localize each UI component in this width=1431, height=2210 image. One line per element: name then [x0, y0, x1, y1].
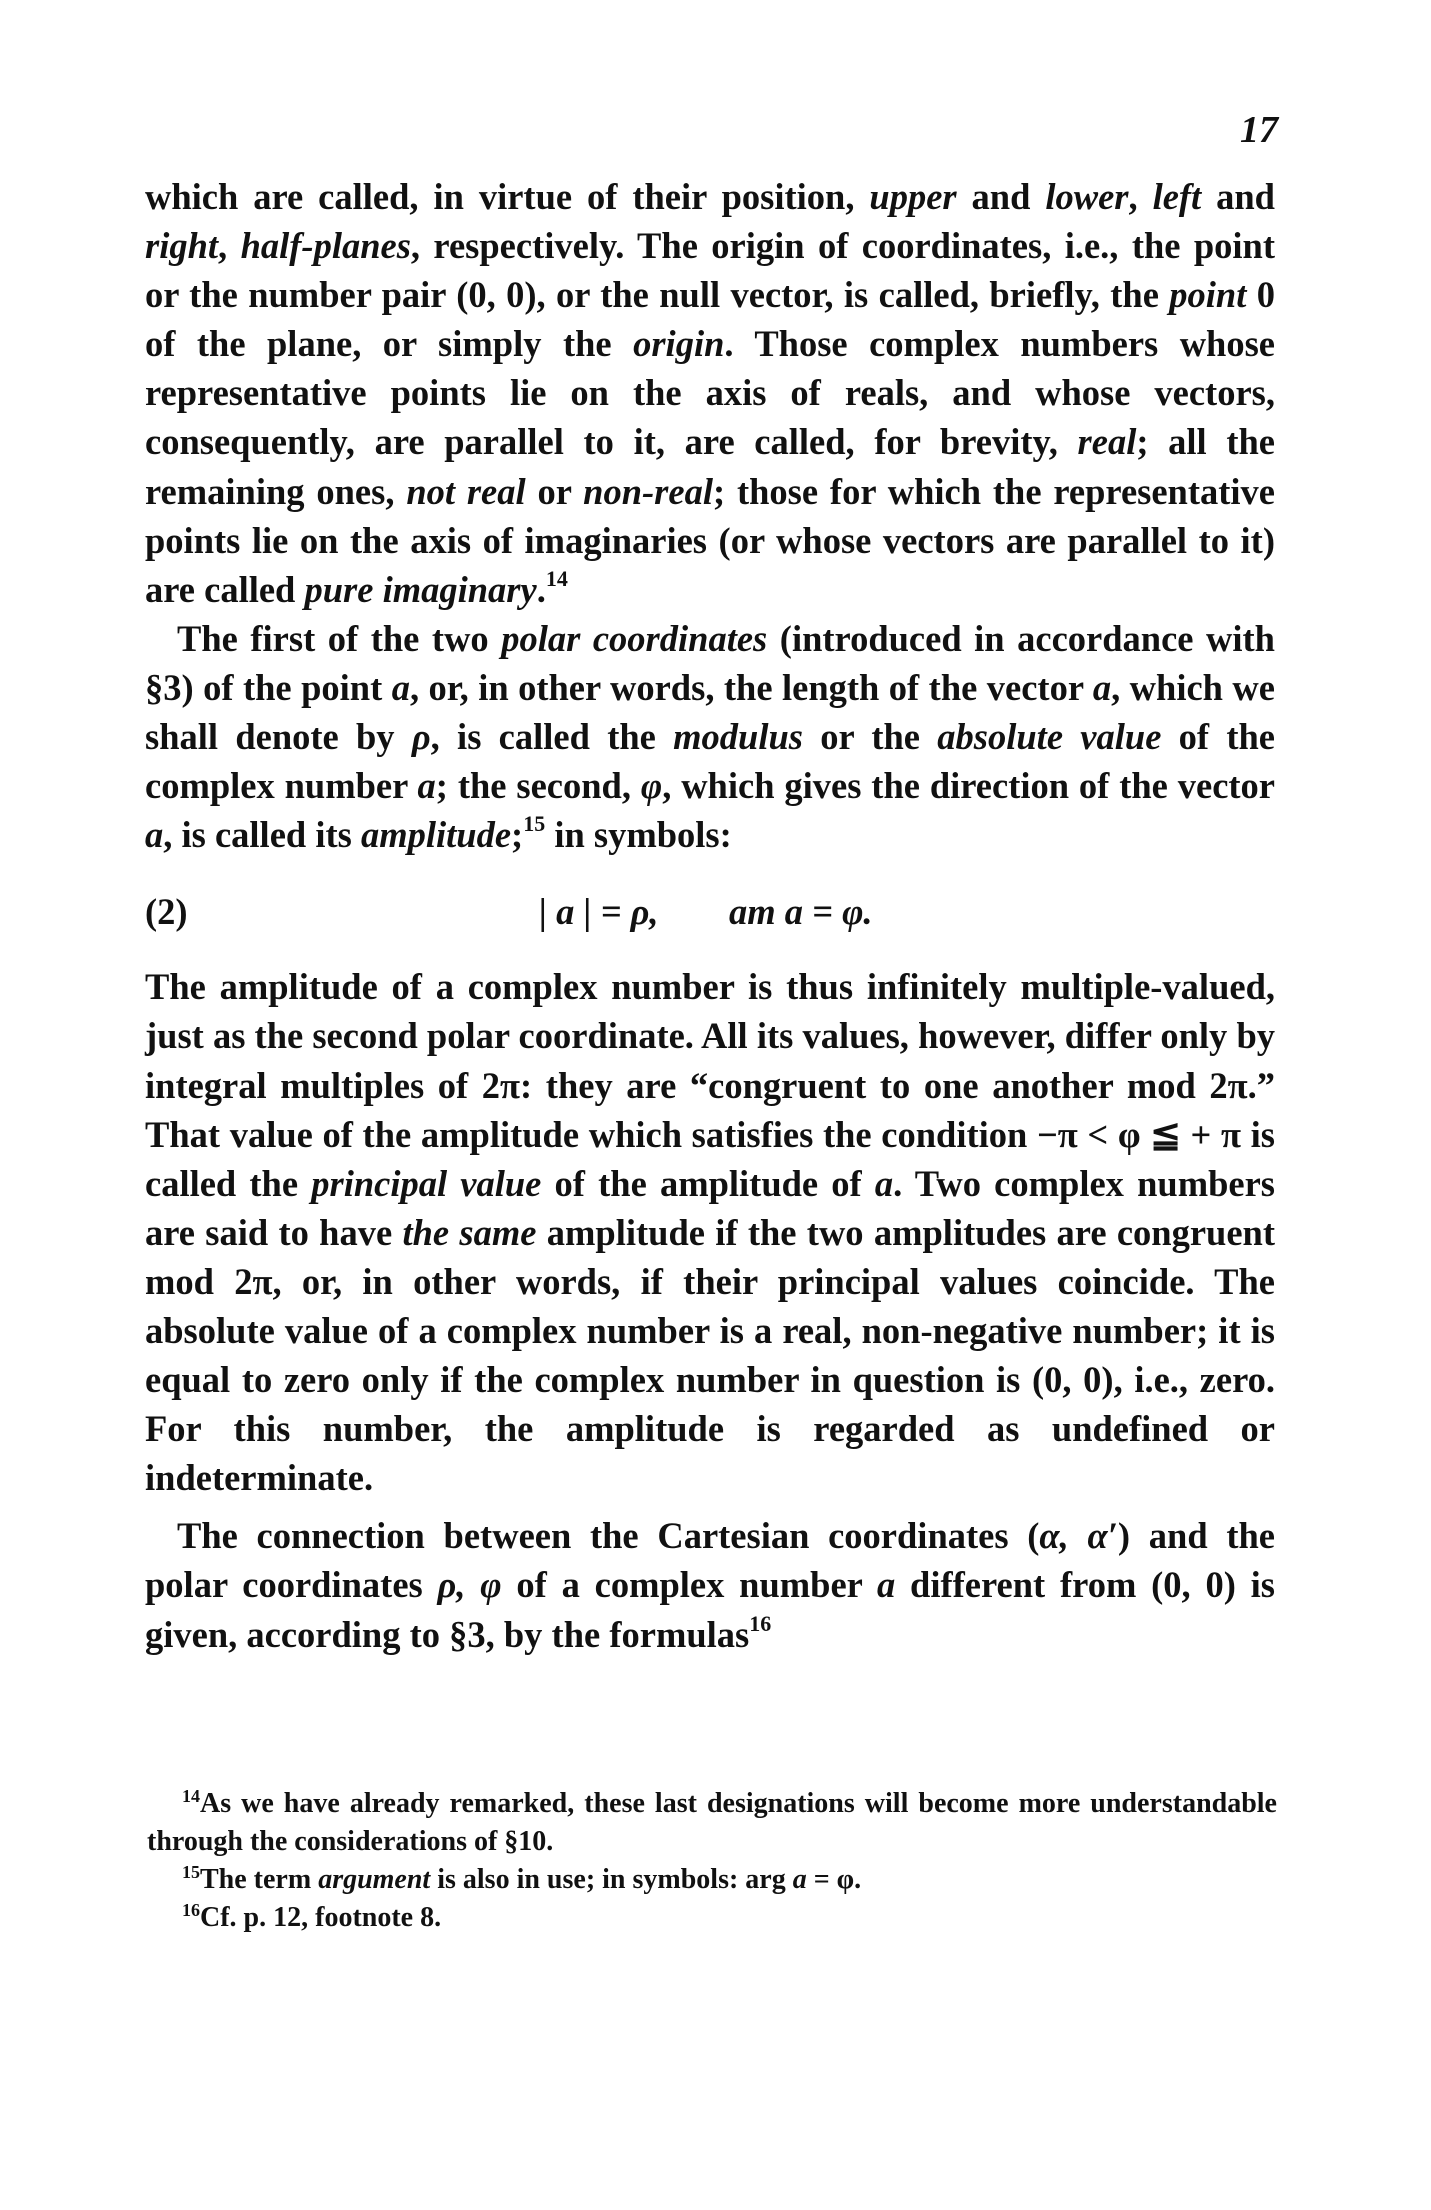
- footnote-15: [147, 1861, 1277, 1899]
- text: of the complex number: [145, 716, 1276, 807]
- text: , or, in other words, the length of the vector: [409, 666, 1093, 708]
- term-not-real: not real: [406, 470, 526, 512]
- text: or: [525, 470, 584, 512]
- footnote-14: [147, 1785, 1277, 1861]
- footnote-mark: 14: [182, 1786, 200, 1806]
- text: of a complex number: [501, 1564, 878, 1606]
- text: in symbols:: [545, 814, 732, 856]
- text: of the amplitude of: [541, 1162, 875, 1204]
- term-right: right: [145, 225, 219, 267]
- text: , is called its: [163, 814, 361, 856]
- term-argument: argument: [318, 1864, 431, 1895]
- footnote-ref-15: 15: [523, 811, 546, 837]
- math-alpha: α, α′: [1039, 1515, 1118, 1557]
- equation-modulus: | a | = ρ,: [539, 891, 659, 933]
- text: ,: [1128, 176, 1153, 217]
- text: and: [956, 176, 1046, 217]
- paragraph-connection: [145, 1511, 1275, 1658]
- text: ;: [511, 814, 524, 856]
- text: The connection between the Cartesian coordinates (: [177, 1515, 1040, 1557]
- text: ; the second,: [435, 765, 641, 807]
- text: ; those for which the representative points lie on the axis of imaginaries (or whose vectors are parallel to it) are called: [145, 470, 1276, 610]
- equation-number: (2): [145, 891, 188, 933]
- term-non-real: non-real: [583, 470, 713, 512]
- paragraph-amplitude: [145, 962, 1275, 1502]
- text: , which we shall denote by: [145, 666, 1275, 758]
- math-phi: φ: [640, 765, 663, 807]
- text: , which gives the direction of the vector: [662, 765, 1275, 807]
- term-upper: upper: [869, 176, 957, 217]
- text: or the: [802, 716, 938, 758]
- text: . Those complex numbers whose representative points lie on the axis of reals, and whose vectors, consequently, are parallel to it, are called, for brevity,: [145, 323, 1276, 463]
- footnote-text: The term: [200, 1864, 319, 1895]
- math-a: a: [145, 814, 164, 856]
- term-pure-imaginary: pure imaginary: [304, 568, 537, 610]
- footnotes: [147, 1785, 1277, 1937]
- footnote-text: = φ.: [806, 1864, 862, 1895]
- footnote-16: [147, 1899, 1277, 1937]
- paragraph-polar-coordinates: [145, 614, 1275, 859]
- term-absolute-value: absolute value: [937, 716, 1162, 758]
- term-modulus: modulus: [673, 716, 803, 758]
- footnote-ref-16: 16: [749, 1610, 772, 1636]
- equation-2: [145, 887, 1275, 936]
- page-body: [145, 172, 1275, 1659]
- footnote-ref-14: 14: [545, 565, 568, 591]
- math-a: a: [417, 765, 436, 807]
- page-number: 17: [1240, 109, 1278, 151]
- term-polar-coordinates: polar coordinates: [501, 617, 768, 659]
- text: The amplitude of a complex number is thus infinitely multiple-valued, just as the second polar coordinate. All its values, however, differ only by integral multiples of 2π: they are “congruent to one another mod 2π.” That value of the amplitude which satisfies the condition −π < φ ≦ + π is called the: [145, 966, 1275, 1204]
- math-a: a: [877, 1564, 896, 1606]
- term-real: real: [1077, 421, 1137, 463]
- footnote-text: Cf. p. 12, footnote 8.: [200, 1902, 442, 1933]
- text: , respectively. The origin of coordinates, i.e., the point or the number pair (0, 0), or the null vector, is called, briefly, the: [145, 225, 1276, 316]
- math-a: a: [391, 666, 410, 708]
- text: amplitude if the two amplitudes are congruent mod 2π, or, in other words, if their principal values coincide. The absolute value of a complex number is a real, non-negative number; it is equal to zero only if the complex number in question is (0, 0), i.e., zero. For this number, the amplitude is regarded as undefined or indeterminate.: [145, 1211, 1275, 1499]
- text: 0 of the plane, or simply the: [145, 274, 1276, 365]
- text: , is called the: [430, 716, 674, 758]
- footnote-text: is also in use; in symbols: arg: [430, 1864, 793, 1895]
- math-a: a: [874, 1162, 894, 1204]
- term-half-planes: half-planes: [240, 225, 411, 267]
- text: which are called, in virtue of their position,: [145, 176, 870, 217]
- text: ) and the polar coordinates: [145, 1515, 1275, 1606]
- text: and: [1201, 176, 1275, 217]
- math-a: a: [1092, 666, 1112, 708]
- math-a: a: [792, 1864, 807, 1895]
- footnote-mark: 16: [182, 1900, 200, 1920]
- text: (introduced in accordance with §3) of the point: [145, 617, 1275, 708]
- text: .: [536, 568, 546, 610]
- term-origin: origin: [633, 323, 725, 365]
- equation-amplitude: am a = φ.: [729, 891, 873, 933]
- term-point: point: [1169, 274, 1247, 316]
- term-principal-value: principal value: [311, 1162, 542, 1204]
- footnote-text: As we have already remarked, these last designations will become more understandable through the considerations of §10.: [147, 1788, 1277, 1857]
- text: ; all the remaining ones,: [145, 421, 1276, 512]
- footnote-mark: 15: [182, 1862, 200, 1882]
- text: different from (0, 0) is given, according to §3, by the formulas: [145, 1564, 1276, 1655]
- paragraph-half-planes: [145, 172, 1275, 614]
- text: The first of the two: [177, 617, 502, 659]
- text: . Two complex numbers are said to have: [145, 1162, 1275, 1253]
- term-the-same: the same: [402, 1211, 537, 1253]
- term-lower: lower: [1045, 176, 1129, 217]
- math-rho-phi: ρ, φ: [437, 1564, 502, 1606]
- text: ,: [218, 225, 241, 267]
- term-left: left: [1152, 176, 1202, 217]
- math-rho: ρ: [411, 716, 431, 758]
- term-amplitude: amplitude: [360, 814, 512, 856]
